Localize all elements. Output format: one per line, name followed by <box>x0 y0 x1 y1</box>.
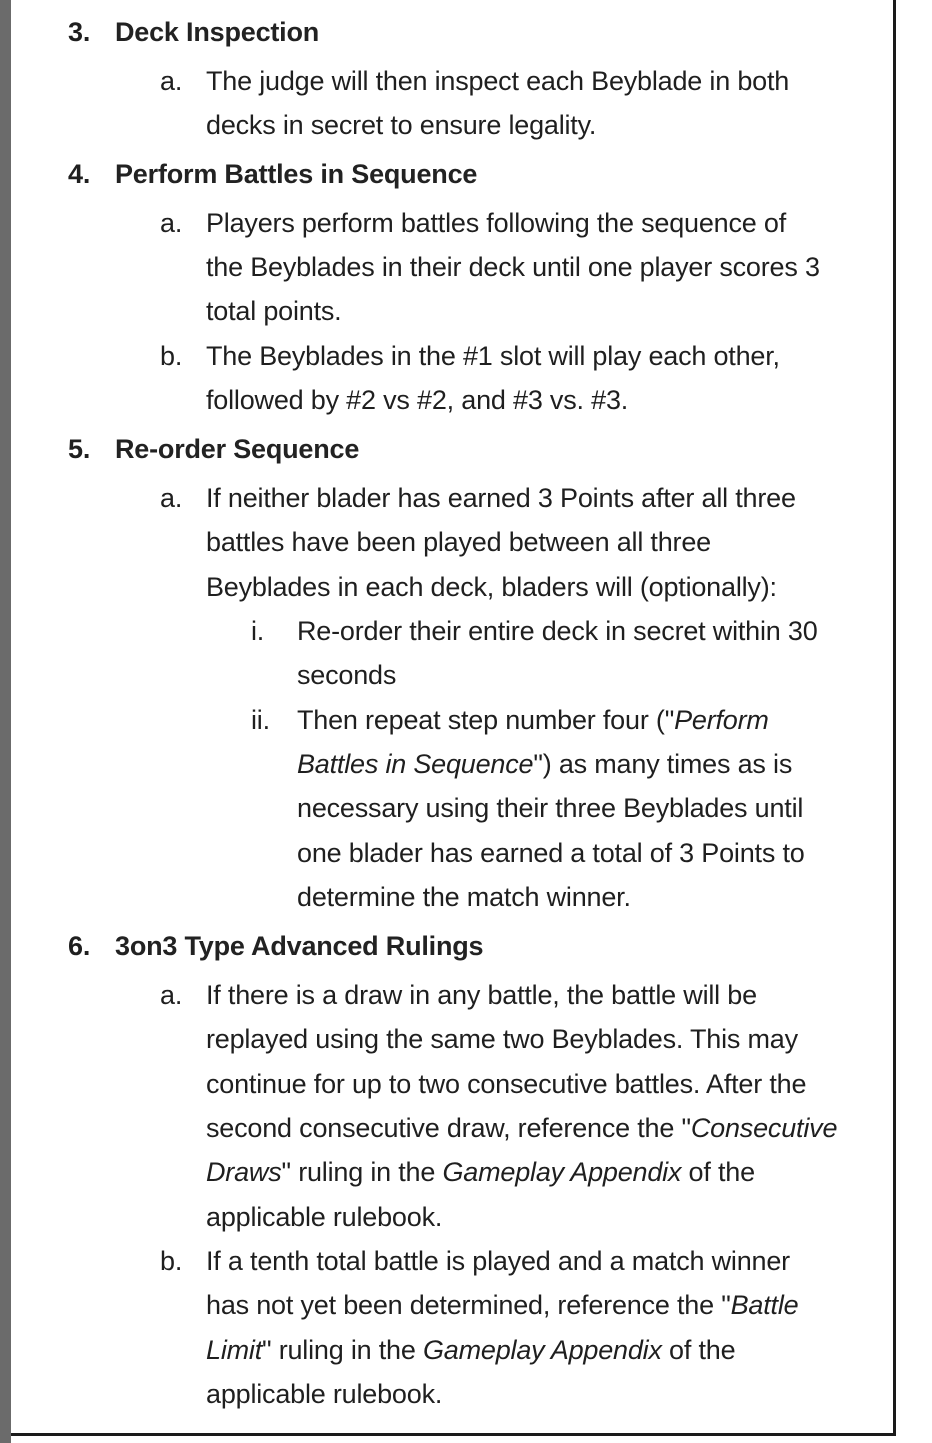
item-line: second consecutive draw, reference the "Consecutive <box>206 1113 838 1143</box>
item-line: Battles in Sequence") as many times as is <box>297 749 793 779</box>
emphasis-text: Consecutive <box>690 1113 838 1143</box>
item-line: If a tenth total battle is played and a match winner <box>206 1246 790 1276</box>
item-marker: a. <box>160 208 183 238</box>
emphasis-text: Gameplay Appendix <box>423 1335 662 1365</box>
item-line: If neither blader has earned 3 Points after all three <box>206 483 796 513</box>
item-line: total points. <box>206 296 342 326</box>
sub-item-marker: ii. <box>251 705 270 735</box>
item-line: necessary using their three Beyblades until <box>297 793 804 823</box>
section-number: 3. <box>68 17 91 47</box>
item-line: one blader has earned a total of 3 Points to <box>297 838 805 868</box>
item-line: Re-order their entire deck in secret within 30 <box>297 616 818 646</box>
item-marker: a. <box>160 483 183 513</box>
section-title: 3on3 Type Advanced Rulings <box>115 931 484 961</box>
item-line: seconds <box>297 660 397 690</box>
emphasis-text: Battle <box>730 1290 799 1320</box>
item-line: Beyblades in each deck, bladers will (optionally): <box>206 572 777 602</box>
item-marker: b. <box>160 1246 183 1276</box>
item-line: Then repeat step number four ("Perform <box>297 705 769 735</box>
emphasis-text: Draws <box>206 1157 282 1187</box>
item-line: applicable rulebook. <box>206 1379 443 1409</box>
item-line: followed by #2 vs #2, and #3 vs. #3. <box>206 385 629 415</box>
section-number: 6. <box>68 931 91 961</box>
item-line: replayed using the same two Beyblades. This may <box>206 1024 798 1054</box>
section-number: 5. <box>68 434 91 464</box>
item-line: decks in secret to ensure legality. <box>206 110 597 140</box>
item-line: Players perform battles following the sequence of <box>206 208 787 238</box>
section-number: 4. <box>68 159 91 189</box>
item-line: If there is a draw in any battle, the battle will be <box>206 980 757 1010</box>
emphasis-text: Gameplay Appendix <box>442 1157 682 1187</box>
item-marker: b. <box>160 341 183 371</box>
item-line: continue for up to two consecutive battles. After the <box>206 1069 807 1099</box>
emphasis-text: Battles in Sequence <box>297 749 534 779</box>
item-line: The Beyblades in the #1 slot will play each other, <box>206 341 780 371</box>
item-line: The judge will then inspect each Beyblade in both <box>206 66 790 96</box>
section-title: Re-order Sequence <box>115 434 360 464</box>
item-line: the Beyblades in their deck until one player scores 3 <box>206 252 820 282</box>
item-line: Draws" ruling in the Gameplay Appendix of the <box>206 1157 755 1187</box>
item-marker: a. <box>160 66 183 96</box>
section-title: Deck Inspection <box>115 17 320 47</box>
emphasis-text: Limit <box>206 1335 263 1365</box>
item-line: applicable rulebook. <box>206 1202 443 1232</box>
item-line: determine the match winner. <box>297 882 631 912</box>
left-edge-bar <box>0 0 11 1443</box>
item-line: battles have been played between all three <box>206 527 711 557</box>
sub-item-marker: i. <box>251 616 265 646</box>
item-line: has not yet been determined, reference the "Battle <box>206 1290 799 1320</box>
item-line: Limit" ruling in the Gameplay Appendix of the <box>206 1335 736 1365</box>
section-title: Perform Battles in Sequence <box>115 159 478 189</box>
item-marker: a. <box>160 980 183 1010</box>
emphasis-text: Perform <box>674 705 769 735</box>
